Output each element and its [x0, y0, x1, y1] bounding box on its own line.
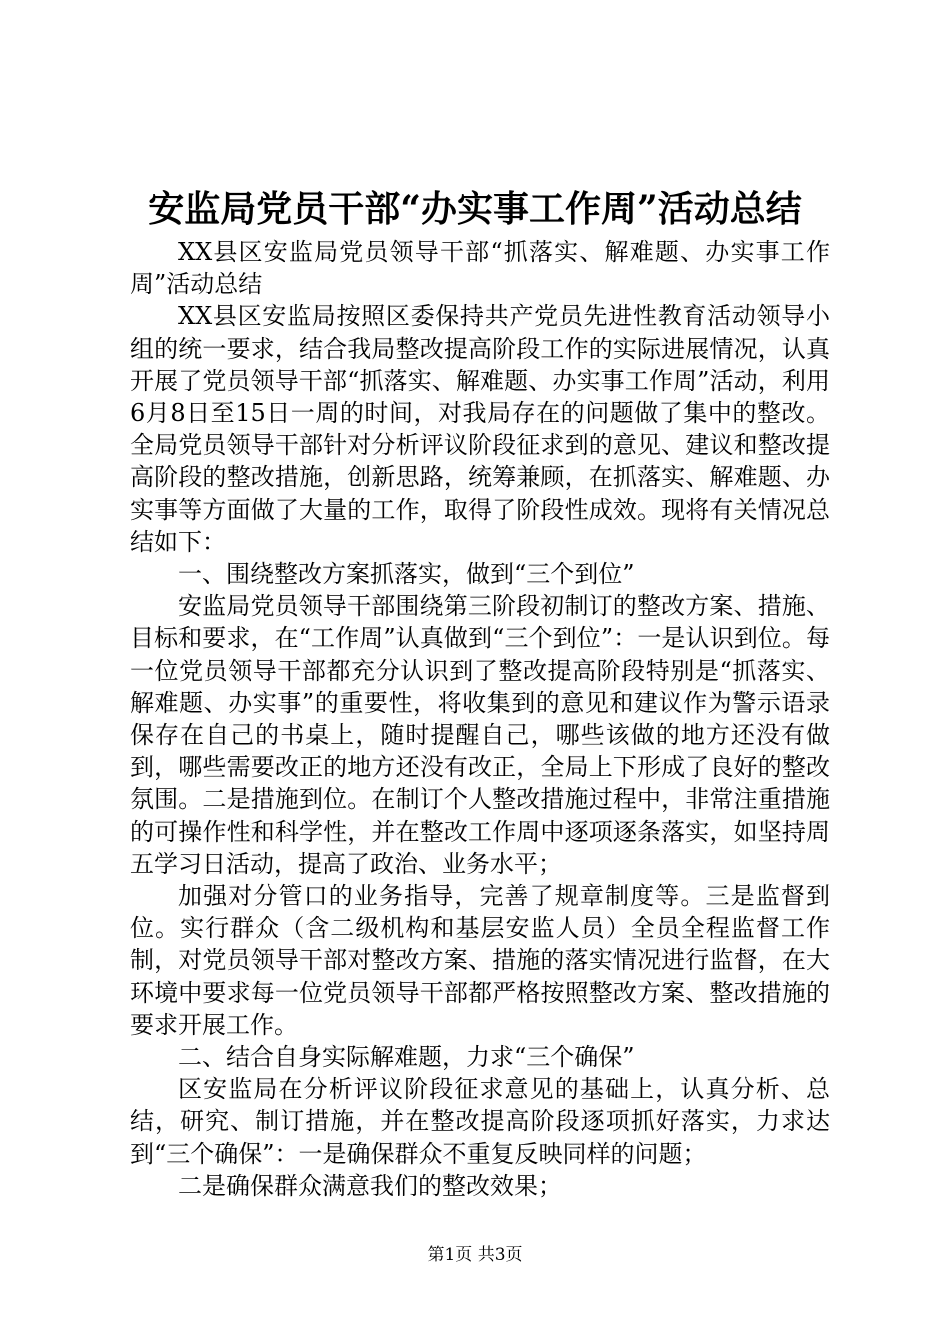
section-heading: 一、围绕整改方案抓落实，做到“三个到位”: [178, 560, 635, 589]
page-footer: 第1页 共3页: [427, 1245, 523, 1265]
body-paragraph: XX县区安监局按照区委保持共产党员先进性教育活动领导小组的统一要求，结合我局整改提高阶段工作的实际进展情况，认真开展了党员领导干部“抓落实、解难题、办实事工作周”活动，利用6月8日至15日一周的时间，对我局存在的问题做了集中的整改。全局党员领导干部针对分析评议阶段征求到的意见、建议和整改提高阶段的整改措施，创新思路，统筹兼顾，在抓落实、解难题、办实事等方面做了大量的工作，取得了阶段性成效。现将有关情况总结如下：: [130, 302, 830, 556]
body-paragraph: 加强对分管口的业务指导，完善了规章制度等。三是监督到位。实行群众（含二级机构和基层安监人员）全员全程监督工作制，对党员领导干部对整改方案、措施的落实情况进行监督，在大环境中要求每一位党员领导干部都严格按照整改方案、整改措施的要求开展工作。: [130, 882, 830, 1039]
body-paragraph: 安监局党员领导干部围绕第三阶段初制订的整改方案、措施、目标和要求，在“工作周”认真做到“三个到位”：一是认识到位。每一位党员领导干部都充分认识到了整改提高阶段特别是“抓落实、解难题、办实事”的重要性，将收集到的意见和建议作为警示语录保存在自己的书桌上，随时提醒自己，哪些该做的地方还没有做到，哪些需要改正的地方还没有改正，全局上下形成了良好的整改氛围。二是措施到位。在制订个人整改措施过程中，非常注重措施的可操作性和科学性，并在整改工作周中逐项逐条落实，如坚持周五学习日活动，提高了政治、业务水平；: [130, 592, 830, 878]
body-paragraph: 区安监局在分析评议阶段征求意见的基础上，认真分析、总结，研究、制订措施，并在整改提高阶段逐项抓好落实，力求达到“三个确保”：一是确保群众不重复反映同样的问题；: [130, 1075, 830, 1168]
body-paragraph: XX县区安监局党员领导干部“抓落实、解难题、办实事工作周”活动总结: [130, 238, 830, 299]
body-paragraph: 二是确保群众满意我们的整改效果；: [178, 1171, 562, 1200]
document-body: [130, 236, 830, 1202]
section-heading: 二、结合自身实际解难题，力求“三个确保”: [178, 1043, 635, 1072]
document-title: 安监局党员干部“办实事工作周”活动总结: [148, 188, 802, 230]
